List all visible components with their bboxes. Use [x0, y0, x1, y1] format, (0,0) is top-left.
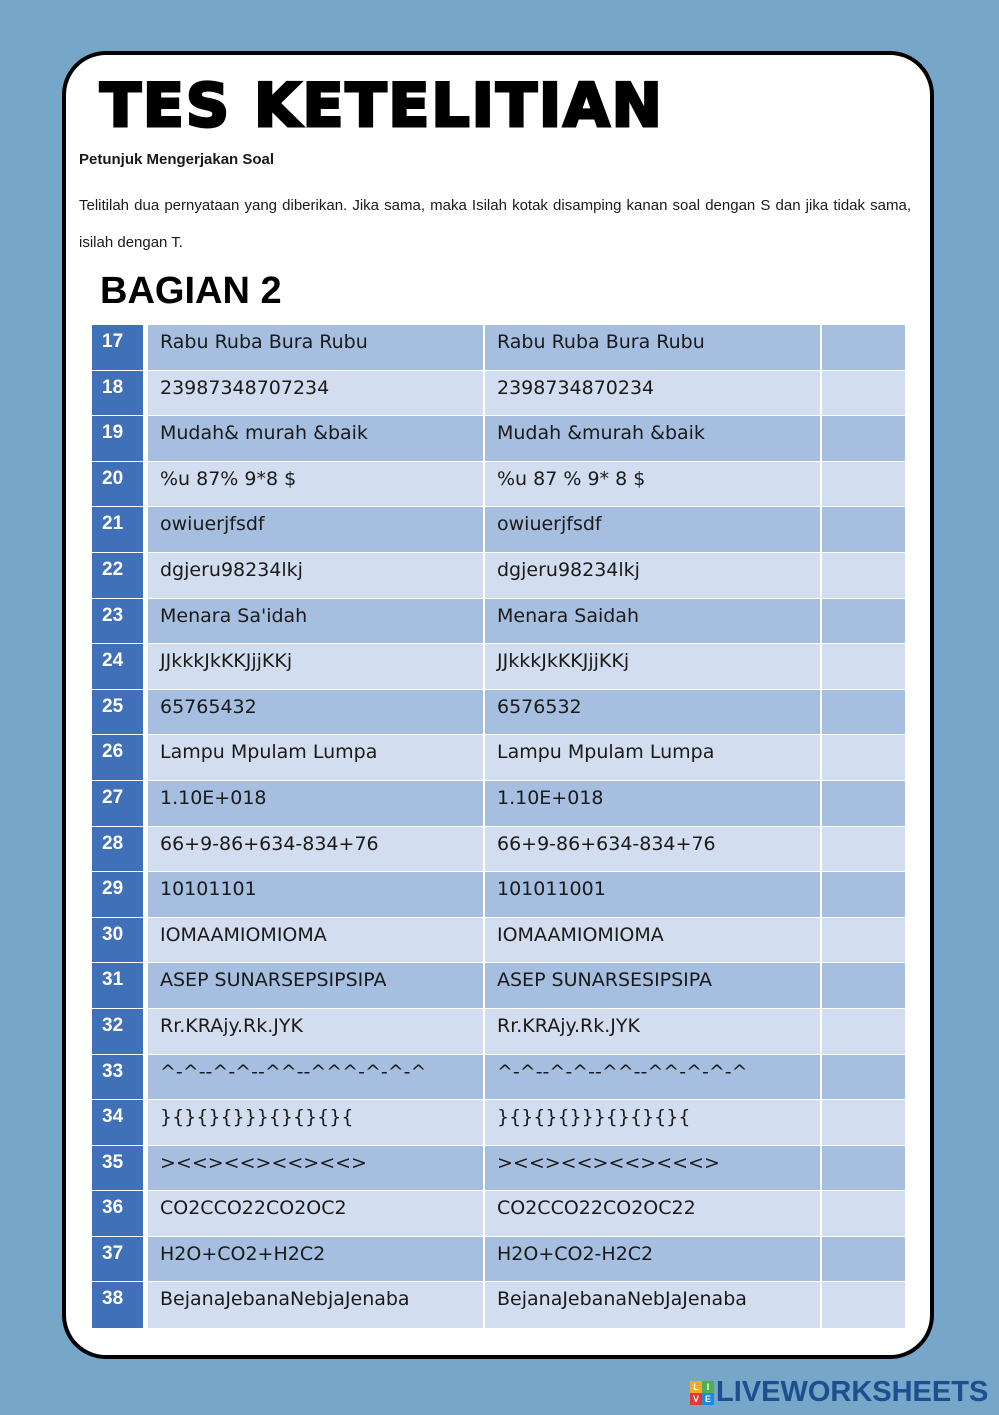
answer-box[interactable] — [822, 599, 905, 644]
statement-b: CO2CCO22CO2OC22 — [485, 1191, 822, 1236]
table-row — [92, 599, 905, 645]
statement-b: 101011001 — [485, 872, 822, 917]
answer-input[interactable] — [822, 918, 909, 965]
answer-box[interactable] — [822, 553, 905, 598]
statement-a: %u 87% 9*8 $ — [148, 462, 485, 507]
statement-b: ><<><<><<><<<> — [485, 1146, 822, 1191]
table-row — [92, 1191, 905, 1237]
statement-b: dgjeru98234lkj — [485, 553, 822, 598]
table-row — [92, 1009, 905, 1055]
statement-b: BejanaJebanaNebJaJenaba — [485, 1282, 822, 1328]
table-row — [92, 918, 905, 964]
answer-input[interactable] — [822, 553, 909, 600]
brand-text: LIVEWORKSHEETS — [716, 1376, 989, 1408]
answer-box[interactable] — [822, 1055, 905, 1100]
table-row — [92, 1055, 905, 1101]
logo-letter: I — [702, 1381, 714, 1393]
statement-b: Rr.KRAjy.Rk.JYK — [485, 1009, 822, 1054]
statement-b: Menara Saidah — [485, 599, 822, 644]
question-number: 21 — [92, 507, 148, 552]
statement-a: ASEP SUNARSEPSIPSIPA — [148, 963, 485, 1008]
table-row — [92, 1237, 905, 1283]
statement-b: 1.10E+018 — [485, 781, 822, 826]
answer-box[interactable] — [822, 325, 905, 370]
answer-box[interactable] — [822, 1237, 905, 1282]
statement-b: H2O+CO2-H2C2 — [485, 1237, 822, 1282]
answer-input[interactable] — [822, 827, 909, 874]
table-row — [92, 781, 905, 827]
question-number: 36 — [92, 1191, 148, 1236]
question-number: 34 — [92, 1100, 148, 1145]
answer-input[interactable] — [822, 735, 909, 782]
statement-a: Mudah& murah &baik — [148, 416, 485, 461]
answer-box[interactable] — [822, 416, 905, 461]
answer-input[interactable] — [822, 1100, 909, 1147]
logo-letter: E — [702, 1393, 714, 1405]
table-row — [92, 963, 905, 1009]
question-number: 30 — [92, 918, 148, 963]
table-row — [92, 416, 905, 462]
instructions-body: Telitilah dua pernyataan yang diberikan. Jika sama, maka Isilah kotak disamping kanan soal dengan S dan jika tidak sama, isilah dengan T. — [79, 197, 911, 251]
statement-a: Rr.KRAjy.Rk.JYK — [148, 1009, 485, 1054]
question-number: 18 — [92, 371, 148, 416]
question-number: 37 — [92, 1237, 148, 1282]
answer-input[interactable] — [822, 781, 909, 828]
statement-a: ><<><<><<><<> — [148, 1146, 485, 1191]
statement-b: ASEP SUNARSESIPSIPA — [485, 963, 822, 1008]
table-row — [92, 872, 905, 918]
answer-box[interactable] — [822, 690, 905, 735]
table-row — [92, 371, 905, 417]
statement-a: dgjeru98234lkj — [148, 553, 485, 598]
table-row — [92, 553, 905, 599]
statement-a: Rabu Ruba Bura Rubu — [148, 325, 485, 370]
question-number: 23 — [92, 599, 148, 644]
question-number: 38 — [92, 1282, 148, 1328]
answer-input[interactable] — [822, 963, 909, 1010]
statement-a: Lampu Mpulam Lumpa — [148, 735, 485, 780]
liveworksheets-logo-icon — [690, 1381, 714, 1405]
statement-b: Rabu Ruba Bura Rubu — [485, 325, 822, 370]
answer-input[interactable] — [822, 325, 909, 372]
answer-box[interactable] — [822, 735, 905, 780]
question-number: 20 — [92, 462, 148, 507]
question-number: 17 — [92, 325, 148, 370]
table-row — [92, 735, 905, 781]
question-number: 22 — [92, 553, 148, 598]
comparison-table — [92, 325, 905, 1328]
statement-b: JJkkkJkKKJjjKKj — [485, 644, 822, 689]
question-number: 19 — [92, 416, 148, 461]
table-row — [92, 644, 905, 690]
answer-input[interactable] — [822, 690, 909, 737]
logo-letter: V — [690, 1393, 702, 1405]
answer-box[interactable] — [822, 1191, 905, 1236]
question-number: 24 — [92, 644, 148, 689]
question-number: 29 — [92, 872, 148, 917]
answer-input[interactable] — [822, 1009, 909, 1056]
answer-box[interactable] — [822, 827, 905, 872]
statement-a: 66+9-86+634-834+76 — [148, 827, 485, 872]
answer-box[interactable] — [822, 1146, 905, 1191]
answer-box[interactable] — [822, 781, 905, 826]
answer-input[interactable] — [822, 507, 909, 554]
instructions-heading: Petunjuk Mengerjakan Soal — [79, 151, 275, 168]
answer-input[interactable] — [822, 599, 909, 646]
table-row — [92, 1282, 905, 1328]
statement-a: CO2CCO22CO2OC2 — [148, 1191, 485, 1236]
statement-a: 23987348707234 — [148, 371, 485, 416]
answer-input[interactable] — [822, 1282, 909, 1330]
answer-input[interactable] — [822, 1191, 909, 1238]
table-row — [92, 690, 905, 736]
answer-box[interactable] — [822, 644, 905, 689]
answer-box[interactable] — [822, 462, 905, 507]
answer-input[interactable] — [822, 872, 909, 919]
table-row — [92, 1146, 905, 1192]
statement-a: 65765432 — [148, 690, 485, 735]
answer-box[interactable] — [822, 1009, 905, 1054]
table-row — [92, 462, 905, 508]
statement-b: 6576532 — [485, 690, 822, 735]
statement-b: Lampu Mpulam Lumpa — [485, 735, 822, 780]
answer-input[interactable] — [822, 371, 909, 418]
question-number: 26 — [92, 735, 148, 780]
statement-a: 1.10E+018 — [148, 781, 485, 826]
question-number: 25 — [92, 690, 148, 735]
answer-input[interactable] — [822, 416, 909, 463]
answer-box[interactable] — [822, 872, 905, 917]
question-number: 31 — [92, 963, 148, 1008]
statement-b: owiuerjfsdf — [485, 507, 822, 552]
statement-a: H2O+CO2+H2C2 — [148, 1237, 485, 1282]
answer-box[interactable] — [822, 371, 905, 416]
statement-a: 10101101 — [148, 872, 485, 917]
page-title: TES KETELITIAN — [100, 71, 664, 141]
statement-b: IOMAAMIOMIOMA — [485, 918, 822, 963]
question-number: 27 — [92, 781, 148, 826]
answer-box[interactable] — [822, 1282, 905, 1328]
table-row — [92, 1100, 905, 1146]
statement-b: 2398734870234 — [485, 371, 822, 416]
statement-a: }{}{}{}}}{}{}{}{ — [148, 1100, 485, 1145]
brand-footer — [690, 1376, 988, 1409]
question-number: 28 — [92, 827, 148, 872]
statement-b: %u 87 % 9* 8 $ — [485, 462, 822, 507]
table-row — [92, 827, 905, 873]
answer-input[interactable] — [822, 1055, 909, 1102]
answer-box[interactable] — [822, 918, 905, 963]
statement-a: BejanaJebanaNebjaJenaba — [148, 1282, 485, 1328]
answer-input[interactable] — [822, 1237, 909, 1284]
question-number: 33 — [92, 1055, 148, 1100]
answer-box[interactable] — [822, 507, 905, 552]
question-number: 32 — [92, 1009, 148, 1054]
statement-a: IOMAAMIOMIOMA — [148, 918, 485, 963]
statement-b: }{}{}{}}}{}{}{}{ — [485, 1100, 822, 1145]
statement-a: ^-^--^-^--^^--^^^-^-^-^ — [148, 1055, 485, 1100]
section-title: BAGIAN 2 — [100, 270, 282, 312]
statement-b: 66+9-86+634-834+76 — [485, 827, 822, 872]
table-row — [92, 325, 905, 371]
table-row — [92, 507, 905, 553]
logo-letter: L — [690, 1381, 702, 1393]
statement-b: Mudah &murah &baik — [485, 416, 822, 461]
question-number: 35 — [92, 1146, 148, 1191]
answer-box[interactable] — [822, 1100, 905, 1145]
statement-b: ^-^--^-^--^^--^^-^-^-^ — [485, 1055, 822, 1100]
answer-input[interactable] — [822, 644, 909, 691]
statement-a: owiuerjfsdf — [148, 507, 485, 552]
statement-a: Menara Sa'idah — [148, 599, 485, 644]
answer-box[interactable] — [822, 963, 905, 1008]
statement-a: JJkkkJkKKJjjKKj — [148, 644, 485, 689]
answer-input[interactable] — [822, 1146, 909, 1193]
answer-input[interactable] — [822, 462, 909, 509]
